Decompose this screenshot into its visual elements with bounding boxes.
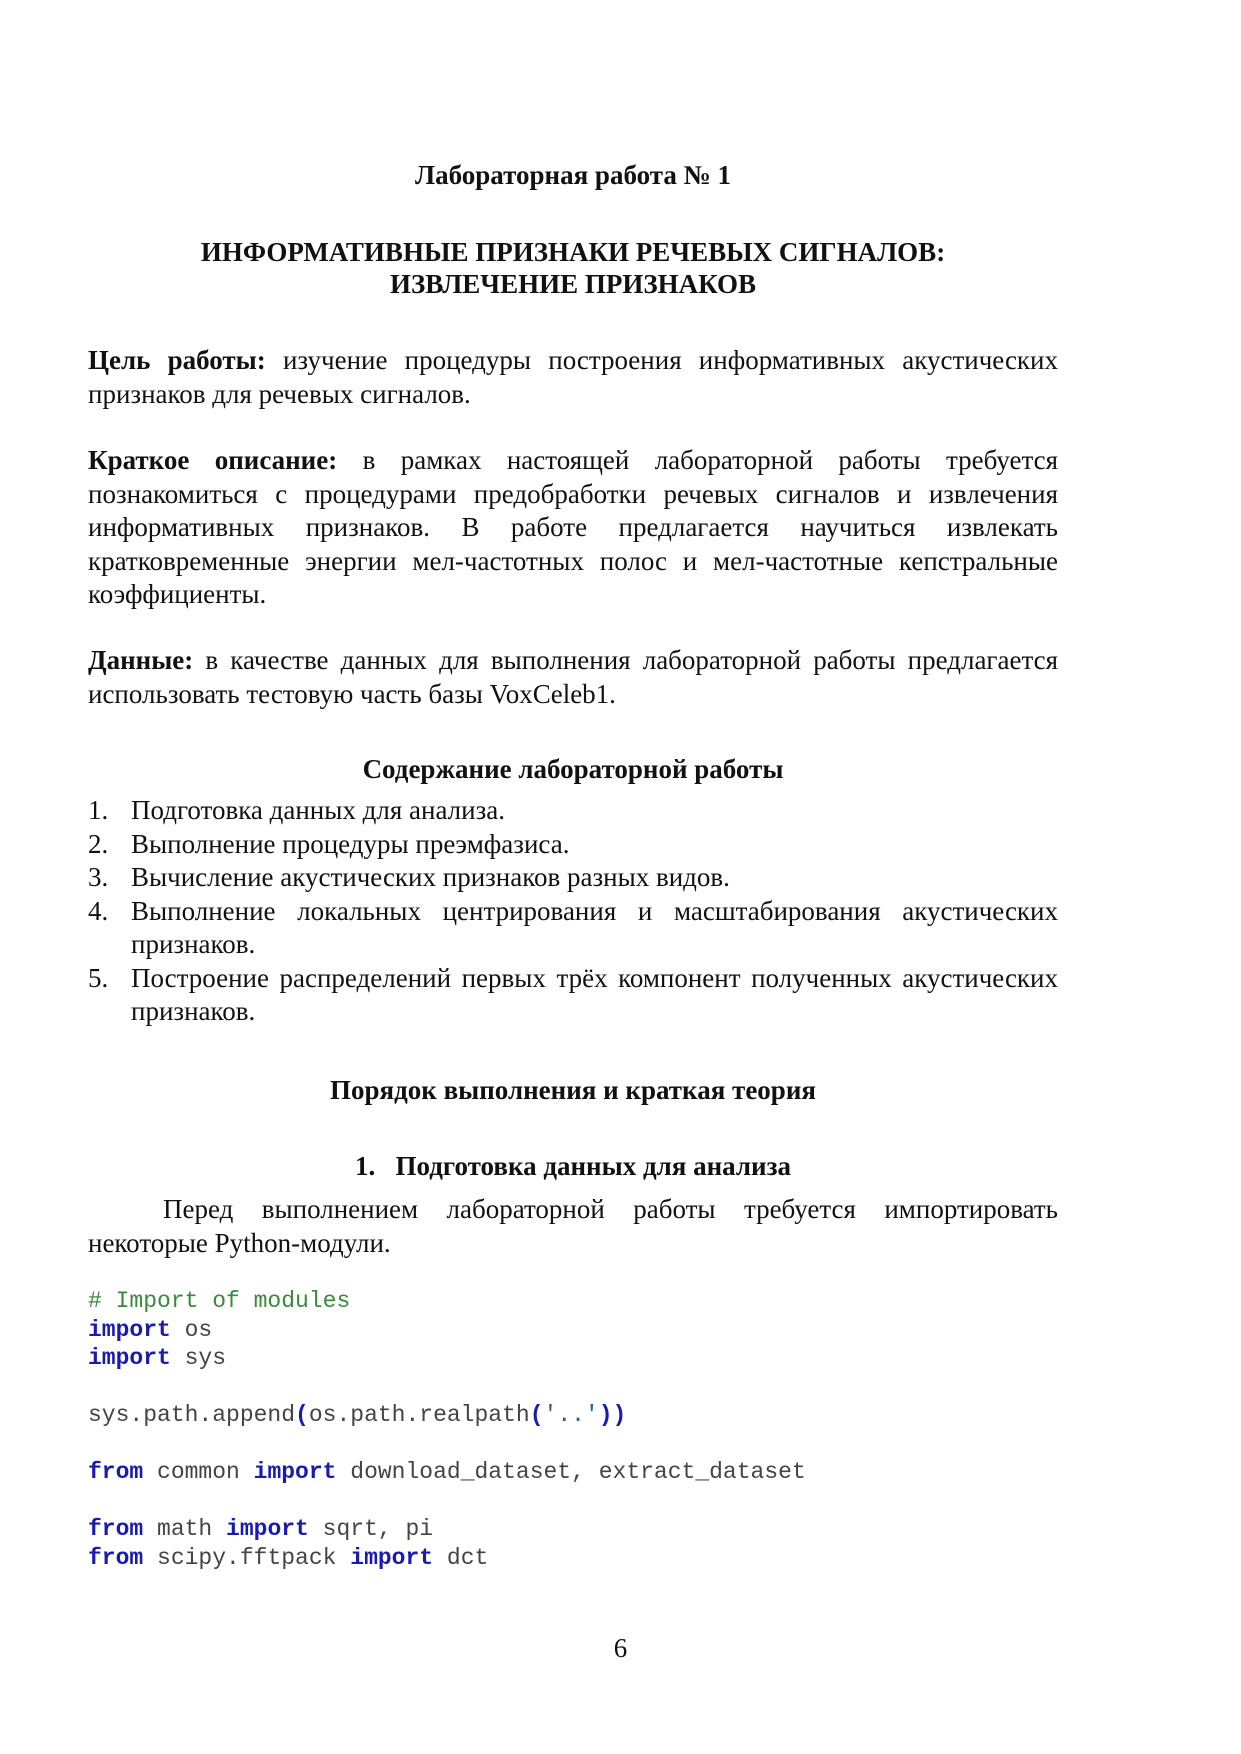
code-paren: ( (295, 1402, 309, 1428)
imported-names: dct (433, 1544, 489, 1571)
order-heading: Порядок выполнения и краткая теория (330, 1075, 816, 1105)
code-line (88, 1458, 1068, 1487)
keyword-from: from (88, 1544, 144, 1571)
summary-paragraph (88, 444, 1058, 612)
module-os: os (170, 1316, 213, 1343)
list-item-number: 3. (88, 862, 109, 892)
keyword-from: from (88, 1459, 144, 1485)
main-title-line-2: ИЗВЛЕЧЕНИЕ ПРИЗНАКОВ (389, 269, 757, 299)
code-blank-line (88, 1430, 1068, 1459)
list-item (88, 828, 1058, 862)
module-scipy: scipy.fftpack (143, 1544, 351, 1571)
module-sys: sys (170, 1345, 227, 1371)
code-line (88, 1287, 1068, 1316)
list-item-number: 5. (88, 962, 109, 993)
data-label: Данные: (88, 645, 194, 675)
list-item (88, 895, 1058, 962)
list-item-number: 2. (88, 828, 109, 859)
keyword-from: from (88, 1516, 144, 1542)
summary-label: Краткое описание: (88, 445, 338, 475)
main-title-line-1: ИНФОРМАТИВНЫЕ ПРИЗНАКИ РЕЧЕВЫХ СИГНАЛОВ: (200, 237, 946, 267)
imported-names: download_dataset, extract_dataset (336, 1459, 806, 1485)
goal-label: Цель работы: (88, 345, 266, 375)
code-string: '..' (543, 1402, 599, 1428)
code-comment: # Import of modules (88, 1288, 351, 1314)
list-item (88, 861, 1058, 895)
code-call: os.path.realpath (308, 1402, 530, 1428)
list-item (88, 962, 1058, 1029)
code-line (88, 1515, 1068, 1544)
keyword-import: import (350, 1544, 434, 1571)
code-call: sys.path.append (88, 1402, 296, 1428)
data-text: в качестве данных для выполнения лабораторной работы предлагается использовать тестовую часть базы VoxCeleb1. (88, 645, 1058, 709)
code-blank-line (88, 1373, 1068, 1402)
lab-title: Лабораторная работа № 1 (415, 160, 731, 190)
list-item-number: 4. (88, 895, 109, 926)
contents-list (88, 794, 1058, 1029)
list-item-text: Вычисление акустических признаков разных видов. (131, 862, 730, 892)
keyword-import: import (253, 1459, 337, 1485)
page-number: 6 (613, 1633, 628, 1663)
keyword-import: import (88, 1345, 171, 1371)
list-item-text: Подготовка данных для анализа. (131, 795, 506, 825)
code-line (88, 1544, 1068, 1573)
module-math: math (143, 1516, 227, 1542)
code-blank-line (88, 1487, 1068, 1516)
contents-heading: Содержание лабораторной работы (362, 754, 784, 784)
data-paragraph (88, 644, 1058, 711)
list-item-text: Выполнение локальных центрирования и масштабирования акустических признаков. (131, 895, 1058, 959)
list-item-text: Выполнение процедуры преэмфазиса. (131, 828, 570, 859)
list-item (88, 794, 1058, 828)
intro-paragraph: Перед выполнением лабораторной работы требуется импортировать некоторые Python-модули. (88, 1194, 1058, 1258)
list-item-text: Построение распределений первых трёх компонент полученных акустических признаков. (131, 962, 1058, 1026)
summary-text: в рамках настоящей лабораторной работы требуется познакомиться с процедурами предобработки речевых сигналов и извлечения информативных признаков. В работе предлагается научиться извлекать кратковременные энергии мел-частотных полос и мел-частотные кепстральные коэффициенты. (88, 445, 1059, 609)
step1-heading: 1. Подготовка данных для анализа (355, 1151, 791, 1181)
goal-paragraph (88, 344, 1058, 411)
list-item-number: 1. (88, 795, 109, 825)
goal-text: изучение процедуры построения информативных акустических признаков для речевых сигналов. (88, 345, 1058, 409)
imported-names: sqrt, pi (308, 1516, 434, 1542)
code-block (88, 1287, 1068, 1572)
code-paren: )) (598, 1402, 627, 1428)
code-line (88, 1401, 1068, 1430)
main-title (88, 236, 1058, 300)
code-line (88, 1316, 1068, 1345)
keyword-import: import (226, 1516, 309, 1542)
keyword-import: import (88, 1316, 171, 1343)
code-paren: ( (529, 1402, 544, 1428)
code-line (88, 1344, 1068, 1373)
module-common: common (143, 1459, 254, 1485)
